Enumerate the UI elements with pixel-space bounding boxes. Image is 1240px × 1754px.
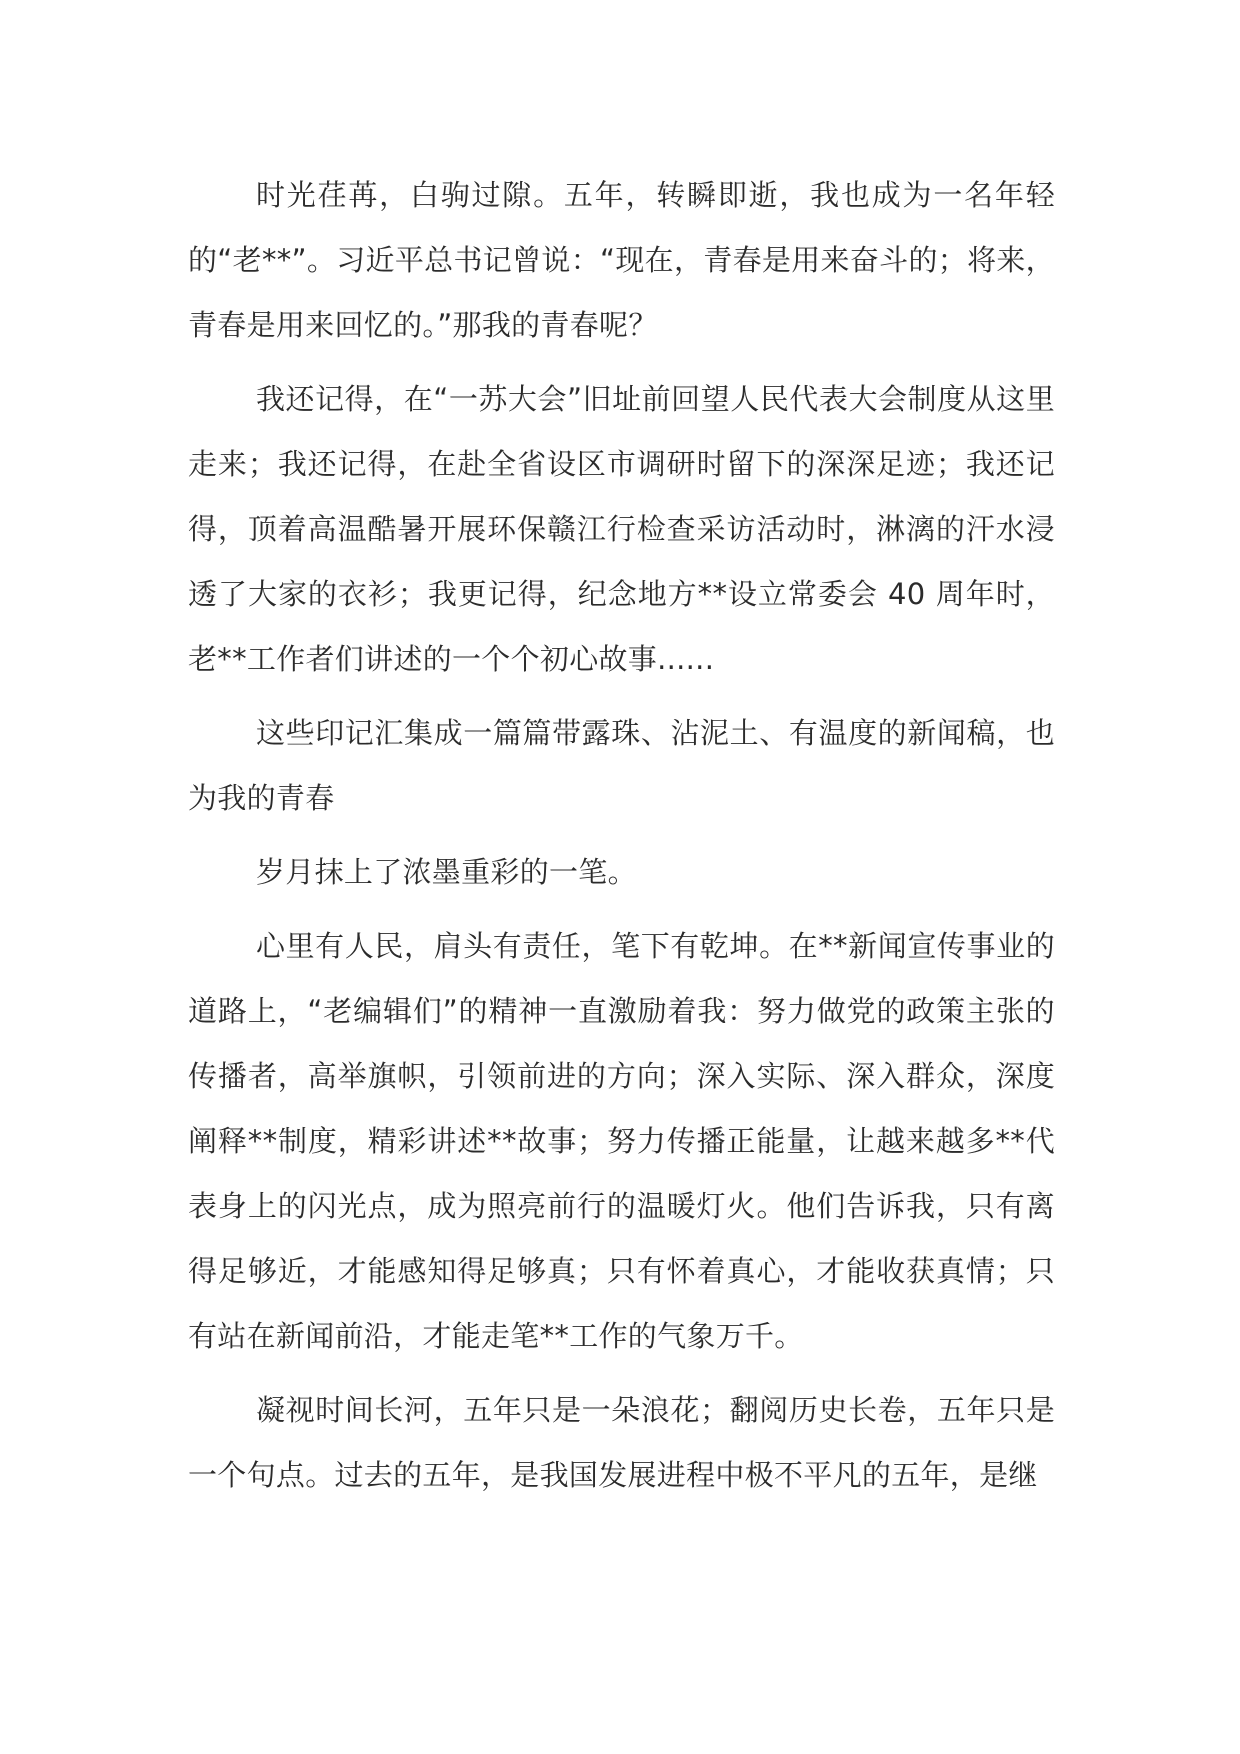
paragraph-mission: 心里有人民，肩头有责任，笔下有乾坤。在**新闻宣传事业的道路上，“老编辑们”的精神一直激励着我：努力做党的政策主张的传播者，高举旗帜，引领前进的方向；深入实际、深入群众，深度阐释**制度，精彩讲述**故事；努力传播正能量，让越来越多**代表身上的闪光点，成为照亮前行的温暖灯火。他们告诉我，只有离得足够近，才能感知得足够真；只有怀着真心，才能收获真情；只有站在新闻前沿，才能走笔**工作的气象万千。 (188, 929, 1055, 1353)
paragraph-youth-reflection: 时光荏苒，白驹过隙。五年，转瞬即逝，我也成为一名年轻的“老**”。习近平总书记曾说：“现在，青春是用来奋斗的；将来，青春是用来回忆的。”那我的青春呢？ (188, 178, 1055, 342)
document-body (188, 163, 1055, 1508)
paragraph-memories: 我还记得，在“一苏大会”旧址前回望人民代表大会制度从这里走来；我还记得，在赴全省设区市调研时留下的深深足迹；我还记得，顶着高温酷暑开展环保赣江行检查采访活动时，淋漓的汗水浸透了大家的衣衫；我更记得，纪念地方**设立常委会 40 周年时，老**工作者们讲述的一个个初心故事...... (188, 382, 1055, 676)
paragraph-five-years: 凝视时间长河，五年只是一朵浪花；翻阅历史长卷，五年只是一个句点。过去的五年，是我国发展进程中极不平凡的五年，是继 (188, 1393, 1055, 1492)
paragraph-years-stroke: 岁月抹上了浓墨重彩的一笔。 (256, 855, 637, 889)
paragraph-news-drafts: 这些印记汇集成一篇篇带露珠、沾泥土、有温度的新闻稿，也为我的青春 (188, 716, 1055, 815)
